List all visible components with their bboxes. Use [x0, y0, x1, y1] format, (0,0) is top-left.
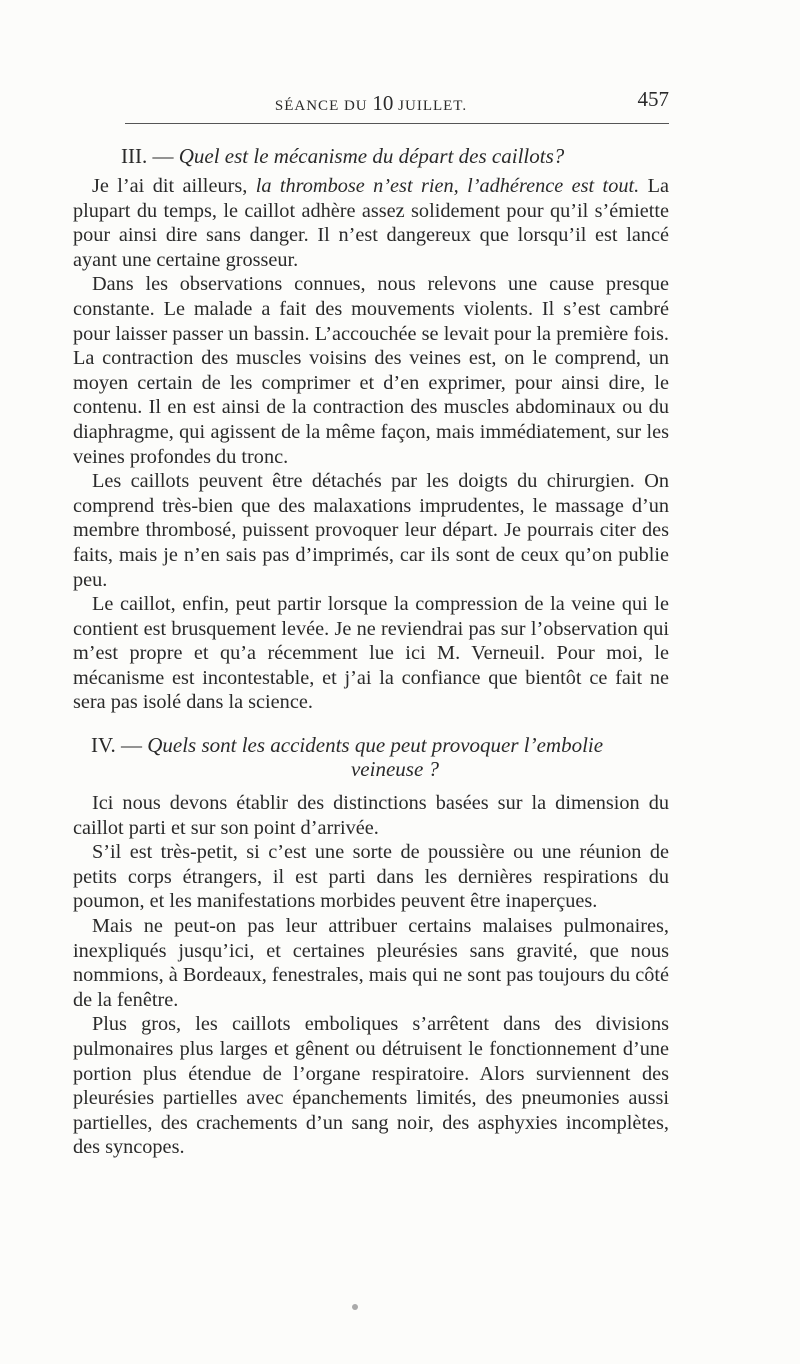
running-title [73, 91, 669, 116]
section-4-heading [73, 733, 669, 781]
section-4-title-line1: Quels sont les accidents que peut provoquer l’embolie [147, 733, 604, 758]
paragraph: Ici nous devons établir des distinctions basées sur la dimension du caillot parti et sur son point d’arrivée. [73, 792, 669, 839]
emphasis-run: la thrombose n’est rien, l’adhérence est tout. [255, 175, 640, 197]
page-number: 457 [637, 87, 669, 111]
running-title-part: JUILLET. [393, 98, 468, 114]
paragraph: S’il est très-petit, si c’est une sorte de poussière ou une réunion de petits corps étrangers, il est parti dans les dernières respirations du poumon, et les manifestations morbides peuvent être inaperçues. [73, 841, 669, 913]
paragraph: Mais ne peut-on pas leur attribuer certains malaises pulmonaires, inexpliqués jusqu’ici, et certaines pleurésies sans gravité, que nous nommions, à Bordeaux, fenestrales, mais qui ne sont pas toujours du côté de la fenêtre. [73, 915, 669, 1011]
paragraph: Le caillot, enfin, peut partir lorsque la compression de la veine qui le contient est brusquement levée. Je ne reviendrai pas sur l’observation qui m’est propre et qu’a récemment lue ici M. Verneuil. Pour moi, le mécanisme est incontestable, et j’ai la confiance que bientôt ce fait ne sera pas isolé dans la science. [73, 593, 669, 714]
running-title-part: SÉANCE DU [274, 98, 373, 114]
section-4-title-line2: veineuse ? [350, 757, 440, 782]
print-speck [352, 1304, 358, 1310]
paragraph: Dans les observations connues, nous relevons une cause presque constante. Le malade a fait des mouvements violents. Il s’est cambré pour laisser passer un bassin. L’accouchée se levait pour la première fois. La contraction des muscles voisins des veines est, on le comprend, un moyen certain de les comprimer et d’en exprimer, pour ainsi dire, le contenu. Il en est ainsi de la contraction des muscles abdominaux ou du diaphragme, qui agissent de la même façon, mais immédiatement, sur les veines profondes du tronc. [73, 273, 669, 468]
section-3-title: Quel est le mécanisme du départ des caillots? [178, 144, 565, 168]
text-run: Je l’ai dit ailleurs, [92, 175, 256, 197]
paragraph: Les caillots peuvent être détachés par les doigts du chirurgien. On comprend très-bien que des malaxations imprudentes, le massage d’un membre thrombosé, puissent provoquer leur départ. Je pourrais citer des faits, mais je n’en sais pas d’imprimés, car ils sont de ceux qu’on publie peu. [73, 470, 669, 591]
running-title-day: 10 [372, 91, 394, 115]
section-4-number: IV. — [91, 733, 148, 758]
paragraph [73, 174, 669, 272]
section-3-number: III. — [121, 144, 179, 168]
section-3-body [73, 174, 669, 715]
running-head [73, 85, 669, 115]
book-page [73, 85, 669, 1160]
paragraph: Plus gros, les caillots emboliques s’arrêtent dans des divisions pulmonaires plus larges et gênent ou détruisent le fonctionnement d’une portion plus étendue de l’organe respiratoire. Alors surviennent des pleurésies partielles avec épanchements limités, des pneumonies aussi partielles, des crachements d’un sang noir, des asphyxies incomplètes, des syncopes. [73, 1013, 669, 1159]
header-rule [125, 123, 669, 124]
text-run: La plupart du temps, le caillot adhère assez solidement pour qu’il s’émiette pour ainsi dire sans danger. Il n’est dangereux que lorsqu’il est lancé ayant une certaine grosseur. [73, 175, 669, 271]
section-4-body [73, 791, 669, 1160]
section-3-heading [73, 144, 669, 168]
